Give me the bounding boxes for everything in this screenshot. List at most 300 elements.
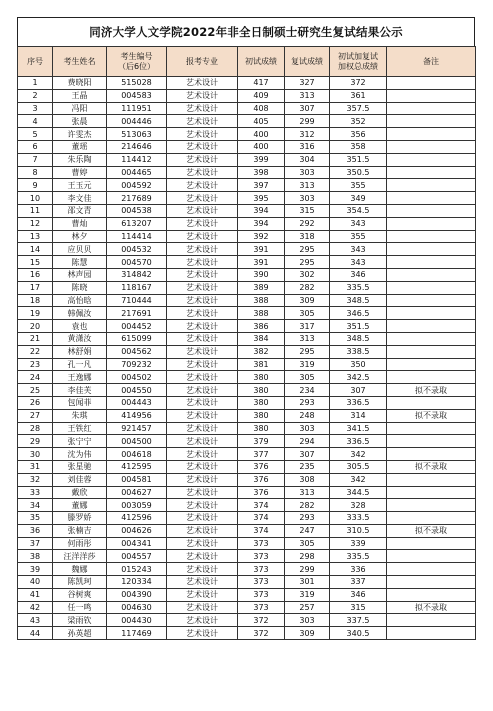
cell-candidate-id: 004550 (107, 384, 167, 397)
cell-initial-score: 376 (238, 486, 285, 499)
table-row (18, 563, 476, 576)
header-initial-score: 初试成绩 (238, 47, 285, 77)
cell-weighted-total: 343 (330, 217, 387, 230)
table-row (18, 77, 476, 90)
cell-candidate-id: 004618 (107, 448, 167, 461)
cell-candidate-id: 004446 (107, 115, 167, 128)
cell-remark (387, 486, 476, 499)
cell-weighted-total: 314 (330, 409, 387, 422)
cell-index: 27 (18, 409, 53, 422)
cell-weighted-total: 346.5 (330, 307, 387, 320)
cell-retest-score: 234 (285, 384, 330, 397)
cell-remark: 拟不录取 (387, 409, 476, 422)
cell-candidate-id: 111951 (107, 102, 167, 115)
cell-index: 3 (18, 102, 53, 115)
cell-initial-score: 374 (238, 524, 285, 537)
cell-name: 应贝贝 (53, 243, 107, 256)
cell-name: 刘佳蓉 (53, 473, 107, 486)
cell-retest-score: 308 (285, 473, 330, 486)
table-row (18, 384, 476, 397)
cell-name: 高怡晗 (53, 294, 107, 307)
cell-initial-score: 382 (238, 345, 285, 358)
cell-name: 魏娜 (53, 563, 107, 576)
cell-remark: 拟不录取 (387, 384, 476, 397)
cell-remark (387, 576, 476, 589)
cell-name: 汪洋洋莎 (53, 550, 107, 563)
cell-retest-score: 299 (285, 115, 330, 128)
cell-candidate-id: 004557 (107, 550, 167, 563)
cell-retest-score: 294 (285, 435, 330, 448)
cell-retest-score: 293 (285, 512, 330, 525)
cell-initial-score: 386 (238, 320, 285, 333)
cell-major: 艺术设计 (167, 77, 238, 90)
cell-remark (387, 153, 476, 166)
cell-name: 陈凯珂 (53, 576, 107, 589)
cell-retest-score: 303 (285, 614, 330, 627)
cell-retest-score: 327 (285, 77, 330, 90)
cell-weighted-total: 342.5 (330, 371, 387, 384)
cell-initial-score: 377 (238, 448, 285, 461)
cell-candidate-id: 003059 (107, 499, 167, 512)
cell-index: 40 (18, 576, 53, 589)
cell-retest-score: 282 (285, 281, 330, 294)
cell-index: 37 (18, 537, 53, 550)
cell-remark (387, 588, 476, 601)
cell-major: 艺术设计 (167, 204, 238, 217)
cell-remark (387, 371, 476, 384)
cell-major: 艺术设计 (167, 435, 238, 448)
cell-remark (387, 563, 476, 576)
cell-remark (387, 448, 476, 461)
cell-index: 10 (18, 192, 53, 205)
cell-remark (387, 89, 476, 102)
cell-initial-score: 400 (238, 140, 285, 153)
cell-candidate-id: 004500 (107, 435, 167, 448)
cell-name: 任一鸣 (53, 601, 107, 614)
cell-index: 1 (18, 77, 53, 90)
cell-weighted-total: 343 (330, 256, 387, 269)
cell-retest-score: 295 (285, 345, 330, 358)
cell-name: 朱乐陶 (53, 153, 107, 166)
cell-weighted-total: 328 (330, 499, 387, 512)
cell-retest-score: 305 (285, 537, 330, 550)
cell-index: 35 (18, 512, 53, 525)
table-row (18, 179, 476, 192)
results-sheet (17, 17, 475, 640)
cell-remark (387, 204, 476, 217)
cell-index: 12 (18, 217, 53, 230)
cell-name: 王玉元 (53, 179, 107, 192)
cell-name: 黄潇汝 (53, 332, 107, 345)
cell-weighted-total: 357.5 (330, 102, 387, 115)
cell-name: 林声园 (53, 268, 107, 281)
cell-retest-score: 257 (285, 601, 330, 614)
cell-weighted-total: 342 (330, 473, 387, 486)
cell-initial-score: 379 (238, 435, 285, 448)
cell-remark (387, 550, 476, 563)
table-row (18, 550, 476, 563)
table-row (18, 460, 476, 473)
cell-remark (387, 473, 476, 486)
cell-remark (387, 537, 476, 550)
table-row (18, 230, 476, 243)
cell-initial-score: 408 (238, 102, 285, 115)
cell-index: 30 (18, 448, 53, 461)
cell-index: 22 (18, 345, 53, 358)
cell-remark (387, 345, 476, 358)
cell-index: 14 (18, 243, 53, 256)
cell-index: 4 (18, 115, 53, 128)
cell-remark (387, 396, 476, 409)
cell-weighted-total: 355 (330, 230, 387, 243)
cell-major: 艺术设计 (167, 102, 238, 115)
cell-index: 29 (18, 435, 53, 448)
cell-remark (387, 230, 476, 243)
cell-weighted-total: 310.5 (330, 524, 387, 537)
cell-candidate-id: 004592 (107, 179, 167, 192)
cell-major: 艺术设计 (167, 230, 238, 243)
cell-weighted-total: 336.5 (330, 396, 387, 409)
cell-retest-score: 305 (285, 307, 330, 320)
table-row (18, 524, 476, 537)
cell-name: 王铁红 (53, 422, 107, 435)
cell-candidate-id: 613207 (107, 217, 167, 230)
cell-major: 艺术设计 (167, 396, 238, 409)
cell-candidate-id: 004430 (107, 614, 167, 627)
cell-name: 董娜 (53, 499, 107, 512)
cell-name: 许雯杰 (53, 128, 107, 141)
cell-name: 冯阳 (53, 102, 107, 115)
header-name: 考生姓名 (53, 47, 107, 77)
cell-retest-score: 312 (285, 128, 330, 141)
cell-major: 艺术设计 (167, 307, 238, 320)
cell-retest-score: 247 (285, 524, 330, 537)
cell-retest-score: 305 (285, 371, 330, 384)
cell-candidate-id: 004502 (107, 371, 167, 384)
cell-index: 21 (18, 332, 53, 345)
cell-name: 孙英超 (53, 627, 107, 640)
cell-initial-score: 399 (238, 153, 285, 166)
cell-initial-score: 397 (238, 179, 285, 192)
cell-initial-score: 394 (238, 204, 285, 217)
cell-initial-score: 389 (238, 281, 285, 294)
cell-weighted-total: 336 (330, 563, 387, 576)
cell-retest-score: 293 (285, 396, 330, 409)
table-row (18, 140, 476, 153)
cell-major: 艺术设计 (167, 576, 238, 589)
table-row (18, 102, 476, 115)
cell-major: 艺术设计 (167, 256, 238, 269)
results-table (17, 46, 476, 640)
cell-retest-score: 248 (285, 409, 330, 422)
cell-candidate-id: 004443 (107, 396, 167, 409)
cell-index: 25 (18, 384, 53, 397)
cell-index: 15 (18, 256, 53, 269)
cell-retest-score: 313 (285, 332, 330, 345)
cell-name: 孔一凡 (53, 358, 107, 371)
cell-major: 艺术设计 (167, 281, 238, 294)
table-row (18, 499, 476, 512)
cell-major: 艺术设计 (167, 128, 238, 141)
table-row (18, 268, 476, 281)
cell-name: 张星驰 (53, 460, 107, 473)
table-row (18, 473, 476, 486)
cell-remark (387, 268, 476, 281)
cell-weighted-total: 342 (330, 448, 387, 461)
cell-index: 11 (18, 204, 53, 217)
cell-weighted-total: 350.5 (330, 166, 387, 179)
cell-remark (387, 499, 476, 512)
cell-retest-score: 235 (285, 460, 330, 473)
cell-retest-score: 318 (285, 230, 330, 243)
cell-index: 24 (18, 371, 53, 384)
cell-major: 艺术设计 (167, 115, 238, 128)
cell-weighted-total: 348.5 (330, 294, 387, 307)
cell-major: 艺术设计 (167, 537, 238, 550)
cell-remark (387, 77, 476, 90)
cell-index: 8 (18, 166, 53, 179)
cell-major: 艺术设计 (167, 166, 238, 179)
cell-candidate-id: 015243 (107, 563, 167, 576)
cell-remark (387, 358, 476, 371)
cell-weighted-total: 372 (330, 77, 387, 90)
cell-index: 41 (18, 588, 53, 601)
header-retest-score: 复试成绩 (285, 47, 330, 77)
cell-weighted-total: 358 (330, 140, 387, 153)
cell-index: 13 (18, 230, 53, 243)
cell-initial-score: 392 (238, 230, 285, 243)
cell-initial-score: 390 (238, 268, 285, 281)
cell-major: 艺术设计 (167, 614, 238, 627)
cell-major: 艺术设计 (167, 384, 238, 397)
cell-name: 滕罗娇 (53, 512, 107, 525)
header-major: 报考专业 (167, 47, 238, 77)
table-row (18, 409, 476, 422)
cell-index: 42 (18, 601, 53, 614)
cell-retest-score: 295 (285, 243, 330, 256)
table-row (18, 243, 476, 256)
cell-index: 26 (18, 396, 53, 409)
cell-index: 34 (18, 499, 53, 512)
cell-initial-score: 380 (238, 396, 285, 409)
cell-remark (387, 256, 476, 269)
cell-weighted-total: 346 (330, 588, 387, 601)
cell-index: 2 (18, 89, 53, 102)
cell-retest-score: 301 (285, 576, 330, 589)
cell-candidate-id: 004583 (107, 89, 167, 102)
cell-weighted-total: 352 (330, 115, 387, 128)
cell-index: 18 (18, 294, 53, 307)
cell-candidate-id: 314842 (107, 268, 167, 281)
cell-index: 17 (18, 281, 53, 294)
cell-initial-score: 373 (238, 588, 285, 601)
cell-name: 董瑶 (53, 140, 107, 153)
cell-remark (387, 294, 476, 307)
cell-retest-score: 317 (285, 320, 330, 333)
cell-major: 艺术设计 (167, 601, 238, 614)
cell-major: 艺术设计 (167, 192, 238, 205)
cell-retest-score: 315 (285, 204, 330, 217)
cell-weighted-total: 343 (330, 243, 387, 256)
table-row (18, 192, 476, 205)
cell-weighted-total: 344.5 (330, 486, 387, 499)
table-row (18, 358, 476, 371)
cell-major: 艺术设计 (167, 153, 238, 166)
cell-major: 艺术设计 (167, 217, 238, 230)
cell-retest-score: 303 (285, 192, 330, 205)
header-candidate-id: 考生编号 （后6位） (107, 47, 167, 77)
cell-retest-score: 313 (285, 89, 330, 102)
cell-name: 朱琪 (53, 409, 107, 422)
table-row (18, 627, 476, 640)
cell-retest-score: 282 (285, 499, 330, 512)
cell-weighted-total: 348.5 (330, 332, 387, 345)
cell-remark (387, 614, 476, 627)
cell-remark (387, 307, 476, 320)
cell-retest-score: 298 (285, 550, 330, 563)
table-row (18, 217, 476, 230)
table-row (18, 320, 476, 333)
cell-index: 43 (18, 614, 53, 627)
header-weighted-total: 初试加复试 加权总成绩 (330, 47, 387, 77)
cell-weighted-total: 336.5 (330, 435, 387, 448)
cell-remark (387, 627, 476, 640)
cell-candidate-id: 004570 (107, 256, 167, 269)
cell-major: 艺术设计 (167, 512, 238, 525)
cell-retest-score: 299 (285, 563, 330, 576)
cell-initial-score: 373 (238, 550, 285, 563)
table-row (18, 128, 476, 141)
cell-retest-score: 304 (285, 153, 330, 166)
cell-major: 艺术设计 (167, 473, 238, 486)
cell-initial-score: 373 (238, 601, 285, 614)
cell-major: 艺术设计 (167, 448, 238, 461)
cell-major: 艺术设计 (167, 550, 238, 563)
cell-candidate-id: 615099 (107, 332, 167, 345)
cell-initial-score: 381 (238, 358, 285, 371)
cell-retest-score: 307 (285, 448, 330, 461)
cell-major: 艺术设计 (167, 179, 238, 192)
cell-index: 5 (18, 128, 53, 141)
page-title: 同济大学人文学院2022年非全日制硕士研究生复试结果公示 (17, 17, 475, 46)
cell-weighted-total: 354.5 (330, 204, 387, 217)
cell-weighted-total: 307 (330, 384, 387, 397)
cell-candidate-id: 004630 (107, 601, 167, 614)
table-row (18, 345, 476, 358)
cell-candidate-id: 004532 (107, 243, 167, 256)
cell-major: 艺术设计 (167, 268, 238, 281)
cell-major: 艺术设计 (167, 486, 238, 499)
table-row (18, 486, 476, 499)
cell-name: 张楠吉 (53, 524, 107, 537)
cell-initial-score: 405 (238, 115, 285, 128)
cell-retest-score: 313 (285, 486, 330, 499)
cell-remark (387, 435, 476, 448)
cell-candidate-id: 004341 (107, 537, 167, 550)
table-row (18, 332, 476, 345)
cell-retest-score: 309 (285, 627, 330, 640)
cell-index: 31 (18, 460, 53, 473)
cell-name: 戴欣 (53, 486, 107, 499)
cell-name: 曹婷 (53, 166, 107, 179)
cell-remark (387, 115, 476, 128)
cell-name: 李佳芙 (53, 384, 107, 397)
cell-name: 陈慧 (53, 256, 107, 269)
cell-index: 44 (18, 627, 53, 640)
table-header-row (18, 47, 476, 77)
cell-initial-score: 373 (238, 537, 285, 550)
cell-weighted-total: 305.5 (330, 460, 387, 473)
cell-name: 梁雨钦 (53, 614, 107, 627)
cell-major: 艺术设计 (167, 409, 238, 422)
table-row (18, 614, 476, 627)
table-row (18, 307, 476, 320)
cell-retest-score: 292 (285, 217, 330, 230)
cell-name: 韩佩汝 (53, 307, 107, 320)
cell-index: 7 (18, 153, 53, 166)
cell-candidate-id: 004538 (107, 204, 167, 217)
cell-candidate-id: 004626 (107, 524, 167, 537)
table-row (18, 588, 476, 601)
cell-name: 费晓阳 (53, 77, 107, 90)
cell-candidate-id: 118167 (107, 281, 167, 294)
cell-weighted-total: 333.5 (330, 512, 387, 525)
cell-weighted-total: 350 (330, 358, 387, 371)
cell-candidate-id: 214646 (107, 140, 167, 153)
cell-major: 艺术设计 (167, 627, 238, 640)
cell-retest-score: 303 (285, 166, 330, 179)
cell-candidate-id: 515028 (107, 77, 167, 90)
cell-remark (387, 422, 476, 435)
cell-weighted-total: 315 (330, 601, 387, 614)
cell-initial-score: 373 (238, 563, 285, 576)
cell-candidate-id: 921457 (107, 422, 167, 435)
cell-major: 艺术设计 (167, 243, 238, 256)
cell-weighted-total: 346 (330, 268, 387, 281)
cell-remark (387, 332, 476, 345)
cell-retest-score: 307 (285, 102, 330, 115)
cell-name: 何雨彤 (53, 537, 107, 550)
cell-major: 艺术设计 (167, 460, 238, 473)
cell-name: 林夕 (53, 230, 107, 243)
cell-initial-score: 376 (238, 473, 285, 486)
cell-candidate-id: 217691 (107, 307, 167, 320)
cell-remark (387, 140, 476, 153)
cell-candidate-id: 120334 (107, 576, 167, 589)
cell-weighted-total: 339 (330, 537, 387, 550)
cell-name: 邵文青 (53, 204, 107, 217)
cell-major: 艺术设计 (167, 499, 238, 512)
cell-remark: 拟不录取 (387, 601, 476, 614)
cell-index: 33 (18, 486, 53, 499)
cell-retest-score: 313 (285, 179, 330, 192)
cell-index: 20 (18, 320, 53, 333)
table-body (18, 77, 476, 640)
cell-weighted-total: 351.5 (330, 320, 387, 333)
cell-major: 艺术设计 (167, 588, 238, 601)
table-row (18, 153, 476, 166)
cell-weighted-total: 337 (330, 576, 387, 589)
cell-index: 36 (18, 524, 53, 537)
cell-weighted-total: 337.5 (330, 614, 387, 627)
table-row (18, 294, 476, 307)
cell-remark (387, 128, 476, 141)
cell-candidate-id: 004562 (107, 345, 167, 358)
table-row (18, 512, 476, 525)
cell-weighted-total: 351.5 (330, 153, 387, 166)
cell-name: 王晶 (53, 89, 107, 102)
cell-name: 林舒娟 (53, 345, 107, 358)
